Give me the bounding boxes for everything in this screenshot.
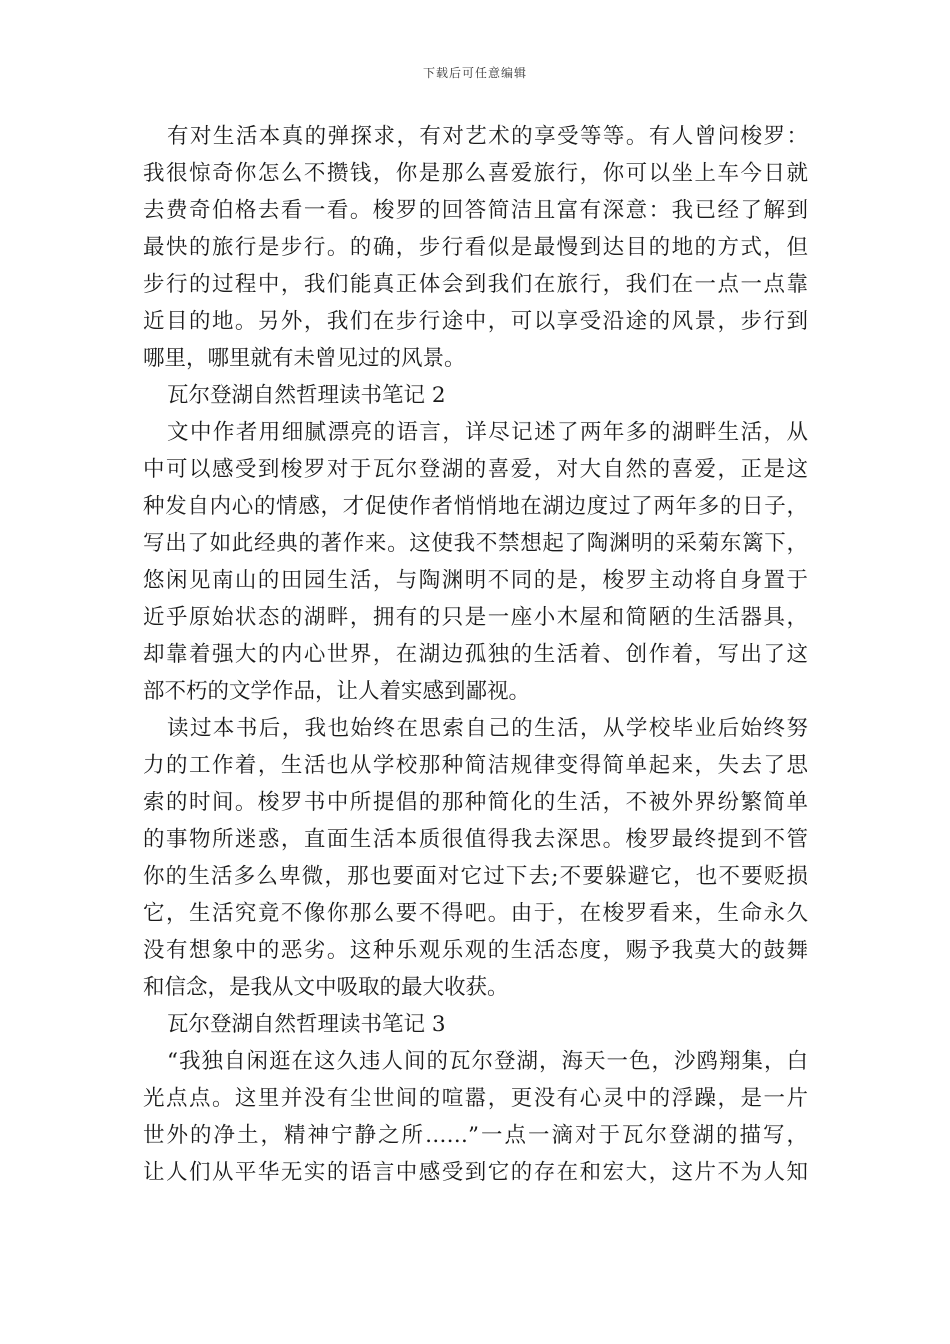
text-line: 最快的旅行是步行。的确，步行看似是最慢到达目的地的方式，但 [143,235,808,260]
document-body [143,118,808,1191]
text-line: 种发自内心的情感，才促使作者悄悄地在湖边度过了两年多的日子， [143,494,808,519]
text-line: 近乎原始状态的湖畔，拥有的只是一座小木屋和简陋的生活器具， [143,605,808,630]
text-line: 和信念，是我从文中吸取的最大收获。 [143,975,509,1000]
text-line: 力的工作着，生活也从学校那种简洁规律变得简单起来，失去了思 [143,753,808,778]
section-heading: 瓦尔登湖自然哲理读书笔记 3 [167,1012,446,1037]
text-line: 让人们从平华无实的语言中感受到它的存在和宏大，这片不为人知 [143,1160,808,1185]
text-line: 去费奇伯格去看一看。梭罗的回答简洁且富有深意：我已经了解到 [143,198,808,223]
text-line: 世外的净土，精神宁静之所……”一点一滴对于瓦尔登湖的描写， [143,1123,808,1148]
text-line: 悠闲见南山的田园生活，与陶渊明不同的是，梭罗主动将自身置于 [143,568,808,593]
text-line: 近目的地。另外，我们在步行途中，可以享受沿途的风景，步行到 [143,309,808,334]
text-line: 部不朽的文学作品，让人着实感到鄙视。 [143,679,531,704]
text-line: 没有想象中的恶劣。这种乐观乐观的生活态度，赐予我莫大的鼓舞 [143,938,808,963]
text-line: 我很惊奇你怎么不攒钱，你是那么喜爱旅行，你可以坐上车今日就 [143,161,808,186]
text-line: 读过本书后，我也始终在思索自己的生活，从学校毕业后始终努 [167,716,808,741]
text-line: 光点点。这里并没有尘世间的喧嚣，更没有心灵中的浮躁，是一片 [143,1086,808,1111]
text-line: 写出了如此经典的著作来。这使我不禁想起了陶渊明的采菊东篱下， [143,531,808,556]
text-line: 它，生活究竟不像你那么要不得吧。由于，在梭罗看来，生命永久 [143,901,808,926]
text-line: 你的生活多么卑微，那也要面对它过下去;不要躲避它，也不要贬损 [143,864,808,889]
section-heading: 瓦尔登湖自然哲理读书笔记 2 [167,383,446,408]
text-line: 的事物所迷惑，直面生活本质很值得我去深思。梭罗最终提到不管 [143,827,808,852]
page-header-note: 下载后可任意编辑 [422,66,527,80]
text-line: 文中作者用细腻漂亮的语言，详尽记述了两年多的湖畔生活，从 [167,420,808,445]
text-line: 索的时间。梭罗书中所提倡的那种简化的生活，不被外界纷繁简单 [143,790,808,815]
text-line: 却靠着强大的内心世界，在湖边孤独的生活着、创作着，写出了这 [143,642,808,667]
text-line: 中可以感受到梭罗对于瓦尔登湖的喜爱，对大自然的喜爱，正是这 [143,457,808,482]
text-line: “我独自闲逛在这久违人间的瓦尔登湖，海天一色，沙鸥翔集，白 [167,1049,808,1074]
text-line: 步行的过程中，我们能真正体会到我们在旅行，我们在一点一点靠 [143,272,808,297]
text-line: 有对生活本真的弹探求，有对艺术的享受等等。有人曾问梭罗： [167,124,808,149]
text-line: 哪里，哪里就有未曾见过的风景。 [143,346,466,371]
